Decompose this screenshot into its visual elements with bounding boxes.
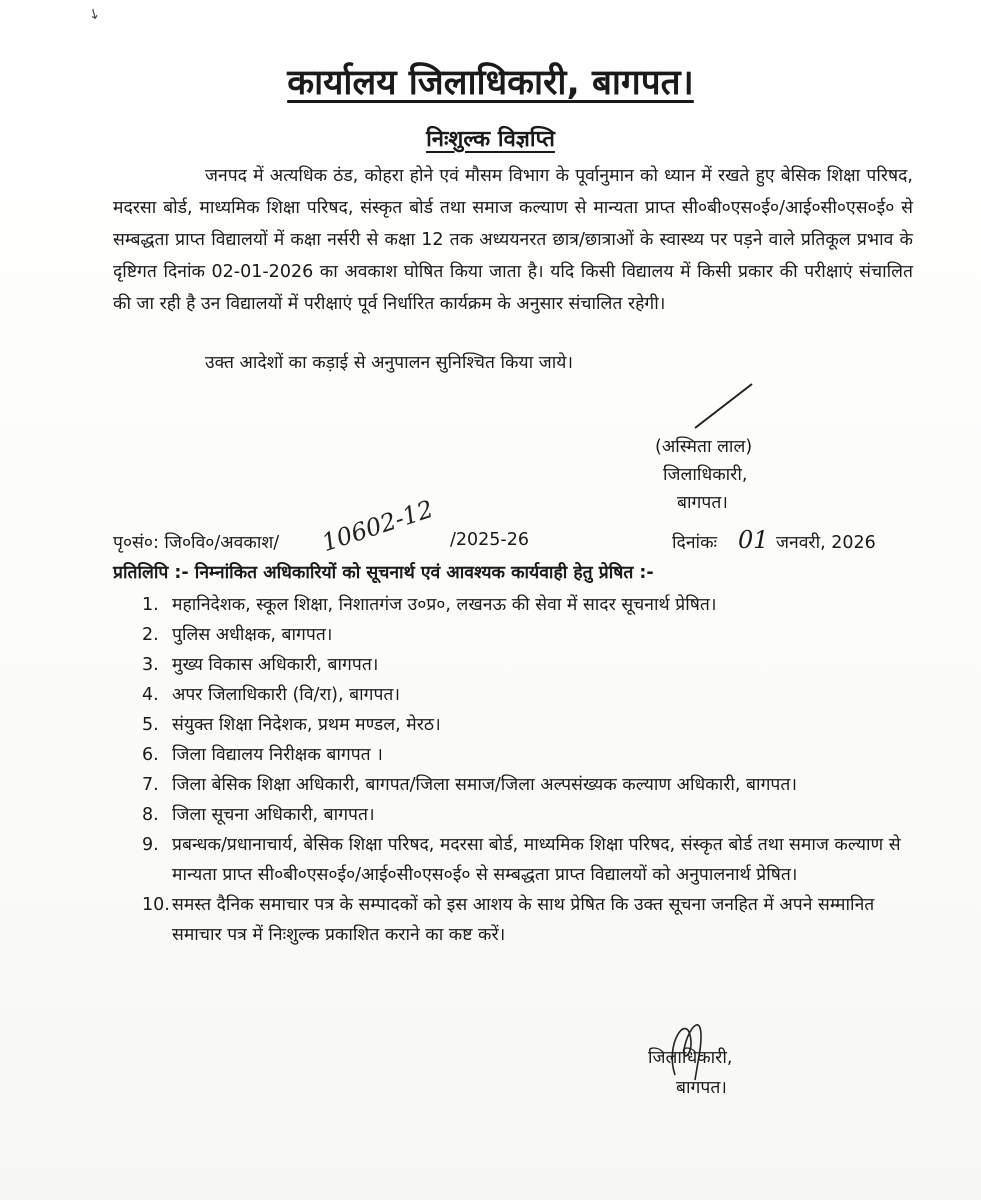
list-item: 10. समस्त दैनिक समाचार पत्र के सम्पादकों को इस आशय के साथ प्रेषित कि उक्त सूचना जनहित में अपने सम्मानित समाचार पत्र में निःशुल्क प्रकाशित कराने का कष्ट करें। — [142, 895, 875, 945]
list-item: 8. जिला सूचना अधिकारी, बागपत। — [142, 805, 375, 825]
notice-paragraph: जनपद में अत्यधिक ठंड, कोहरा होने एवं मौसम विभाग के पूर्वानुमान को ध्यान में रखते हुए बेसिक शिक्षा परिषद, मदरसा बोर्ड, माध्यमिक शिक्षा परिषद, संस्कृत बोर्ड तथा समाज कल्याण से मान्यता प्राप्त सी०बी०एस०ई०/आई०सी०एस०ई० से सम्बद्धता प्राप्त विद्यालयों में कक्षा नर्सरी से कक्षा 12 तक अध्ययनरत छात्र/छात्राओं के स्वास्थ्य पर पड़ने वाले प्रतिकूल प्रभाव के दृष्टिगत दिनांक 02-01-2026 का अवकाश घोषित किया जाता है। यदि किसी विद्यालय में किसी प्रकार की परीक्षाएं संचालित की जा रही है उन विद्यालयों में परीक्षाएं पूर्व निर्धारित कार्यक्रम के अनुसार संचालित रहेगी। — [113, 166, 913, 314]
final-signatory-block — [648, 1043, 732, 1103]
date-day: 01 — [738, 526, 769, 554]
list-item: 9. प्रबन्धक/प्रधानाचार्य, बेसिक शिक्षा परिषद, मदरसा बोर्ड, माध्यमिक शिक्षा परिषद, संस्कृत बोर्ड तथा समाज कल्याण से मान्यता प्राप्त सी०बी०एस०ई०/आई०सी०एस०ई० से सम्बद्धता प्राप्त विद्यालयों को अनुपालनार्थ प्रेषित। — [142, 835, 901, 885]
scan-mark: ↘ — [84, 4, 103, 24]
office-title: कार्यालय जिलाधिकारी, बागपत। — [287, 63, 694, 103]
compliance-order: उक्त आदेशों का कड़ाई से अनुपालन सुनिश्चित किया जाये। — [205, 353, 574, 373]
list-item: 6. जिला विद्यालय निरीक्षक बागपत । — [142, 745, 383, 765]
list-item: 2. पुलिस अधीक्षक, बागपत। — [142, 625, 333, 645]
reference-number: 10602-12 — [318, 494, 437, 558]
reference-prefix: पृ०सं०: जि०वि०/अवकाश/ — [113, 533, 280, 553]
signatory-name: (अस्मिता लाल) — [655, 437, 753, 457]
notice-subtitle: निःशुल्क विज्ञप्ति — [426, 127, 555, 152]
list-item: 3. मुख्य विकास अधिकारी, बागपत। — [142, 655, 379, 675]
copy-to-list — [142, 590, 912, 950]
signature-mark — [690, 380, 760, 435]
date-label: दिनांकः — [672, 533, 718, 553]
list-item: 7. जिला बेसिक शिक्षा अधिकारी, बागपत/जिला समाज/जिला अल्पसंख्यक कल्याण अधिकारी, बागपत। — [142, 775, 797, 795]
list-item: 4. अपर जिलाधिकारी (वि/रा), बागपत। — [142, 685, 401, 705]
final-signatory-designation: जिलाधिकारी, — [648, 1048, 733, 1068]
list-item: 1. महानिदेशक, स्कूल शिक्षा, निशातगंज उ०प्र०, लखनऊ की सेवा में सादर सूचनार्थ प्रेषित। — [142, 595, 717, 615]
signatory-place: बागपत। — [677, 493, 728, 513]
copy-to-header: प्रतिलिपि :- निम्नांकित अधिकारियों को सूचनार्थ एवं आवश्यक कार्यवाही हेतु प्रेषित :- — [113, 563, 654, 583]
list-item: 5. संयुक्त शिक्षा निदेशक, प्रथम मण्डल, मेरठ। — [142, 715, 441, 735]
final-signatory-place: बागपत। — [676, 1078, 727, 1098]
date-month-year: जनवरी, 2026 — [776, 533, 876, 553]
signatory-designation: जिलाधिकारी, — [663, 465, 748, 485]
reference-year: /2025-26 — [450, 530, 530, 550]
signatory-block — [655, 433, 752, 517]
